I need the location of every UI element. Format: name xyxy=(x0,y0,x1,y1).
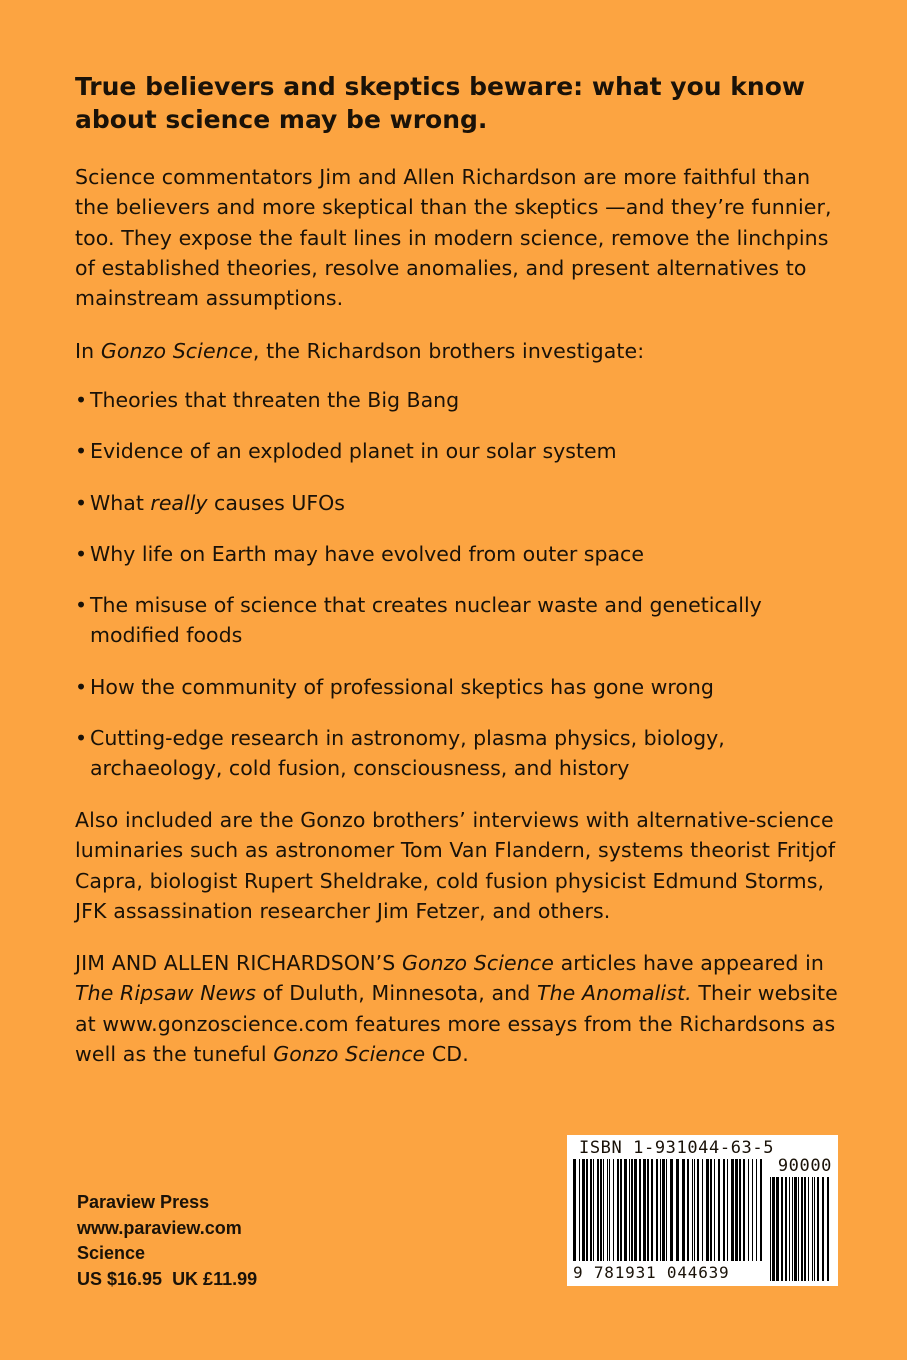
barcode-bar xyxy=(603,1159,604,1261)
barcode-bar xyxy=(647,1159,649,1261)
category: Science xyxy=(77,1243,146,1263)
book-title-italic: Gonzo Science xyxy=(100,339,253,363)
barcode-bar xyxy=(579,1159,580,1261)
list-item: • Evidence of an exploded planet in our solar system xyxy=(75,436,845,466)
investigate-lead xyxy=(75,336,845,366)
barcode-bar xyxy=(812,1177,813,1281)
barcode-bar xyxy=(666,1159,667,1261)
barcode-bar xyxy=(593,1159,594,1261)
barcode-bar xyxy=(609,1159,610,1261)
barcode-bar xyxy=(660,1159,661,1261)
barcode-bar xyxy=(748,1159,749,1261)
barcode-bar xyxy=(710,1159,712,1261)
barcode-bar xyxy=(817,1177,819,1281)
isbn-barcode xyxy=(567,1135,838,1286)
barcode-bar xyxy=(723,1159,725,1261)
barcode-bar xyxy=(607,1159,608,1261)
barcode-bar xyxy=(613,1159,614,1261)
barcode-bar xyxy=(662,1159,665,1261)
barcode-bar xyxy=(827,1177,829,1281)
barcode-bar xyxy=(586,1159,588,1261)
barcode-bar xyxy=(573,1159,576,1261)
barcode-bar xyxy=(714,1159,715,1261)
barcode-bar xyxy=(789,1177,790,1281)
barcode-bar xyxy=(785,1177,787,1281)
investigate-lead-before: In xyxy=(75,339,101,363)
barcode-bar xyxy=(600,1159,602,1261)
barcode-bar xyxy=(792,1177,793,1281)
barcode-bar xyxy=(760,1159,762,1261)
barcode-bar xyxy=(756,1159,757,1261)
barcode-bar xyxy=(692,1159,693,1261)
barcode-bar xyxy=(620,1159,622,1261)
barcode-bar xyxy=(629,1159,630,1261)
list-item: • The misuse of science that creates nuclear waste and genetically modified foods xyxy=(75,590,845,651)
barcode-bar xyxy=(743,1159,745,1261)
barcode-bar xyxy=(808,1177,809,1281)
barcode-bar xyxy=(617,1159,619,1261)
barcode-bar xyxy=(639,1159,641,1261)
isbn-label: ISBN 1-931044-63-5 xyxy=(579,1138,775,1158)
list-item: • Why life on Earth may have evolved from outer space xyxy=(75,539,845,569)
list-item: • Cutting-edge research in astronomy, plasma physics, biology, archaeology, cold fusion, consciousness, and history xyxy=(75,723,845,784)
barcode-bar xyxy=(670,1159,673,1261)
barcode-bar xyxy=(687,1159,689,1261)
barcode-bar xyxy=(798,1177,799,1281)
barcode-bar xyxy=(718,1159,720,1261)
publisher-url: www.paraview.com xyxy=(77,1217,242,1238)
barcode-bar xyxy=(752,1159,753,1261)
barcode-bar xyxy=(597,1159,599,1261)
barcode-bar xyxy=(770,1177,771,1281)
author-bio: JIM AND ALLEN RICHARDSON’S Gonzo Science articles have appeared in The Ripsaw News of Duluth, Minnesota, and The Anomalist. Their website at www.gonzoscience.com features more essays from the Richardsons as well as the tuneful Gonzo Science CD. xyxy=(75,951,838,1066)
barcode-bar xyxy=(682,1159,685,1261)
barcode-bar xyxy=(814,1177,815,1281)
list-item: • How the community of professional skeptics has gone wrong xyxy=(75,672,845,702)
price-code: 90000 xyxy=(777,1156,832,1176)
barcode-bar xyxy=(702,1159,703,1261)
barcode-bar xyxy=(822,1177,824,1281)
headline: True believers and skeptics beware: what you know about science may be wrong. xyxy=(75,72,805,134)
barcode-bar xyxy=(739,1159,741,1261)
topic-list xyxy=(75,385,845,805)
barcode-bar xyxy=(624,1159,627,1261)
barcode-bar xyxy=(772,1177,775,1281)
ean-digits: 9 781931 044639 xyxy=(573,1263,730,1282)
barcode-bar xyxy=(804,1177,806,1281)
barcode-bar xyxy=(776,1177,779,1281)
barcode-bar xyxy=(697,1159,699,1261)
barcode-bar xyxy=(781,1177,783,1281)
list-item: • Theories that threaten the Big Bang xyxy=(75,385,845,415)
barcode-bar xyxy=(634,1159,637,1261)
barcode-bar xyxy=(731,1159,734,1261)
barcode-bar xyxy=(706,1159,709,1261)
barcode-bar xyxy=(727,1159,728,1261)
barcode-bar xyxy=(694,1159,695,1261)
barcode-bar xyxy=(590,1159,592,1261)
barcode-bar xyxy=(735,1159,738,1261)
barcode-bar xyxy=(582,1159,585,1261)
barcode-bar xyxy=(656,1159,658,1261)
barcode-bar xyxy=(643,1159,646,1261)
publisher-name: Paraview Press xyxy=(77,1192,210,1212)
barcode-bar xyxy=(651,1159,653,1261)
barcode-bar xyxy=(631,1159,633,1261)
barcode-bar xyxy=(676,1159,679,1261)
publisher-info xyxy=(77,1190,257,1292)
barcode-bar xyxy=(801,1177,803,1281)
intro-paragraph: Science commentators Jim and Allen Richardson are more faithful than the believers and more skeptical than the skeptics —and they’re funnier, too. They expose the fault lines in modern science, remove the linchpins of established theories, resolve anomalies, and present alternatives to mainstream assumptions. xyxy=(75,165,832,311)
investigate-lead-after: , the Richardson brothers investigate: xyxy=(252,339,645,363)
interviews-paragraph: Also included are the Gonzo brothers’ interviews with alternative-science luminaries such as astronomer Tom Van Flandern, systems theorist Fritjof Capra, biologist Rupert Sheldrake, cold fusion physicist Edmund Storms, JFK assassination researcher Jim Fetzer, and others. xyxy=(75,808,836,923)
list-item: • What really causes UFOs xyxy=(75,488,845,518)
price: US $16.95 UK £11.99 xyxy=(77,1268,258,1289)
barcode-bar xyxy=(794,1177,797,1281)
